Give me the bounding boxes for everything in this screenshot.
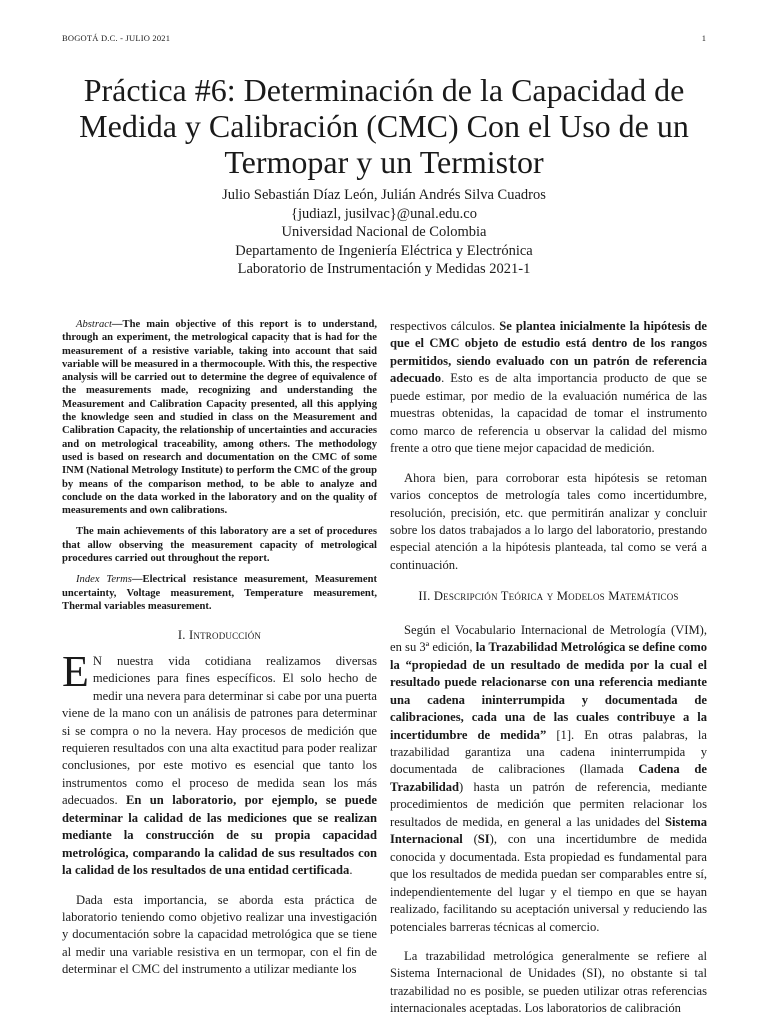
section-heading-theory: II. Descripción Teórica y Modelos Matemáticos (418, 589, 679, 604)
section-heading-introduction: I. Introducción (177, 628, 262, 643)
author-university: Universidad Nacional de Colombia (281, 224, 487, 240)
abstract: Abstract—The main objective of this report is to understand, through an experiment, the metrological capacity that is had for the measurement of a resistive variable, taking into account that said variable will be measured in a thermocouple. With this, the respective analysis will be carried out to determine the degree of equivalence of the measurements made, recognizing and understanding the Measurement and Calibration Capacity presented, all this applying the knowledge seen and studied in class on the Measurement and Calibration Capacity, the relationship of uncertainties and accuracies and on metrological traceability, among others. The methodology used is based on research and documentation on the CMC of some INM (National Metrology Institute) to perform the CMC of the group by means of the comparison method, to be able to analyze and conclude on the data worked in the laboratory and on the quality of measurements and own calibrations. The main achievements of this laboratory are a set of procedures that allow observing the measurement capacity of metrological procedures carried out throughout the report. Index Terms—Electrical resistance measurement, Measurement uncertainty, Voltage measurement, Temperature measurement, Thermal variables measurement. (62, 319, 378, 612)
title-line: Medida y Calibración (CMC) Con el Uso de un (79, 108, 689, 144)
intro-paragraph-3: Ahora bien, para corroborar esta hipótesis se retoman varios conceptos de metrología tales como incertidumbre, resolución, precisión, etc. que permitirán analizar y concluir sobre los datos trabajados a lo largo del laboratorio, prestando especial atención a la hipótesis planteada, tal como se verá a continuación. (390, 470, 707, 572)
drop-cap: E (62, 646, 89, 696)
abstract-achievements: The main achievements of this laboratory are a set of procedures that allow observing the measurement capacity of metrological procedures carried out throughout the report. (62, 526, 377, 565)
author-department: Departamento de Ingeniería Eléctrica y Electrónica (235, 242, 533, 259)
page-number: 1 (701, 33, 706, 43)
paper-title (40, 72, 728, 180)
author-block (100, 186, 668, 279)
intro-paragraph-1: E N nuestra vida cotidiana realizamos diversas mediciones para fines específicos. El solo hecho de medir una nevera para determinar si cabe por una puerta viene de la mano con un análisis de patrones para determinar si se compra o no la nevera. Hay procesos de medición que requieren resultados con una alta exactitud para poder realizar conclusiones, por este motivo es esencial que tanto los instrumentos como el proceso de medida sean los más adecuados. En un laboratorio, por ejemplo, se puede determinar la calidad de las mediciones que se realizan mediante la construcción de su propia capacidad metrológica, comparando la calidad de sus resultados con la calidad de los resultados de una entidad certificada. (62, 646, 377, 878)
author-lab: Laboratorio de Instrumentación y Medidas 2021-1 (237, 261, 531, 277)
left-column (62, 318, 377, 979)
title-line: Práctica #6: Determinación de la Capacidad de (83, 72, 685, 108)
theory-paragraph-2: La trazabilidad metrológica generalmente se refiere al Sistema Internacional de Unidades (SI), no obstante si tal trazabilidad no es posible, se pueden utilizar otras referencias internacionales aceptadas. Los laboratorios de calibración (390, 948, 707, 1016)
running-header (62, 33, 706, 47)
abstract-text: The main objective of this report is to understand, through an experiment, the metrological capacity that is had for the measurement of a resistive variable, taking into account that said variable will be measured in a thermocouple. With this, the respective analysis will be carried out to determine the degree of equivalence of the measurements made, recognizing and understanding the Measurement and Calibration Capacity presented, all this applying the knowledge seen and studied in class on the Measurement and Calibration Capacity, the relationship of uncertainties and accuracies and on metrological traceability, among others. The methodology used is based on research and documentation on the CMC of some INM (National Metrology Institute) to perform the CMC of the group by means of the comparison method, to be able to analyze and conclude on the data worked in the laboratory and on the quality of measurements and own calibrations. (62, 319, 378, 517)
theory-paragraph-1: Según el Vocabulario Internacional de Metrología (VIM), en su 3ª edición, la Trazabilidad Metrológica se define como la “propiedad de un resultado de medida por la cual el resultado puede relacionarse con una referencia mediante una cadena ininterrumpida y documentada de calibraciones, cada una de las cuales contribuye a la incertidumbre de medida” [1]. En otras palabras, la trazabilidad garantiza una cadena ininterrumpida y documentada de calibraciones (llamada Cadena de Trazabilidad) hasta un patrón de referencia, mediante procedimientos de medición que permiten relacionar los resultados de medida, en general a las unidades del Sistema Internacional (SI), con una incertidumbre de medida conocida y documentada. Esta propiedad es fundamental para que los resultados de medida puedan ser comparables entre sí, independientemente del lugar y el tiempo en que se hayan realizado, facilitando su aceptación universal y reduciendo las potenciales barreras técnicas al comercio. (390, 622, 707, 934)
author-names: Julio Sebastián Díaz León, Julián Andrés Silva Cuadros (222, 187, 546, 203)
abstract-label: Abstract (76, 319, 112, 330)
intro-paragraph-2: Dada esta importancia, se aborda esta práctica de laboratorio teniendo como objetivo realizar una investigación y documentación sobre la capacidad metrológica que se tiene al medir una variable resistiva en un termopar, con el fin de determinar el CMC del instrumento a utilizar mediante los (62, 892, 377, 977)
title-line: Termopar y un Termistor (224, 144, 544, 180)
index-terms: Electrical resistance measurement, Measurement uncertainty, Voltage measurement, Temperature measurement, Thermal variables measurement. (62, 574, 377, 612)
index-terms-label: Index Terms (76, 574, 132, 586)
intro-paragraph-2-continued: respectivos cálculos. Se plantea inicialmente la hipótesis de que el CMC objeto de estudio está dentro de los rangos permitidos, siendo evaluado con un patrón de referencia adecuado. Esto es de alta importancia producto de que se puede estimar, por medio de la evaluación numérica de las muestras obtenidas, la capacidad de tomar el instrumento como marco de referencia u observar la calidad del mismo frente a otro que tiene mejor capacidad de medición. (390, 319, 707, 456)
header-date: BOGOTÁ D.C. - JULIO 2021 (62, 33, 171, 43)
author-emails: {judiazl, jusilvac}@unal.edu.co (291, 205, 477, 222)
right-column (390, 318, 707, 1018)
